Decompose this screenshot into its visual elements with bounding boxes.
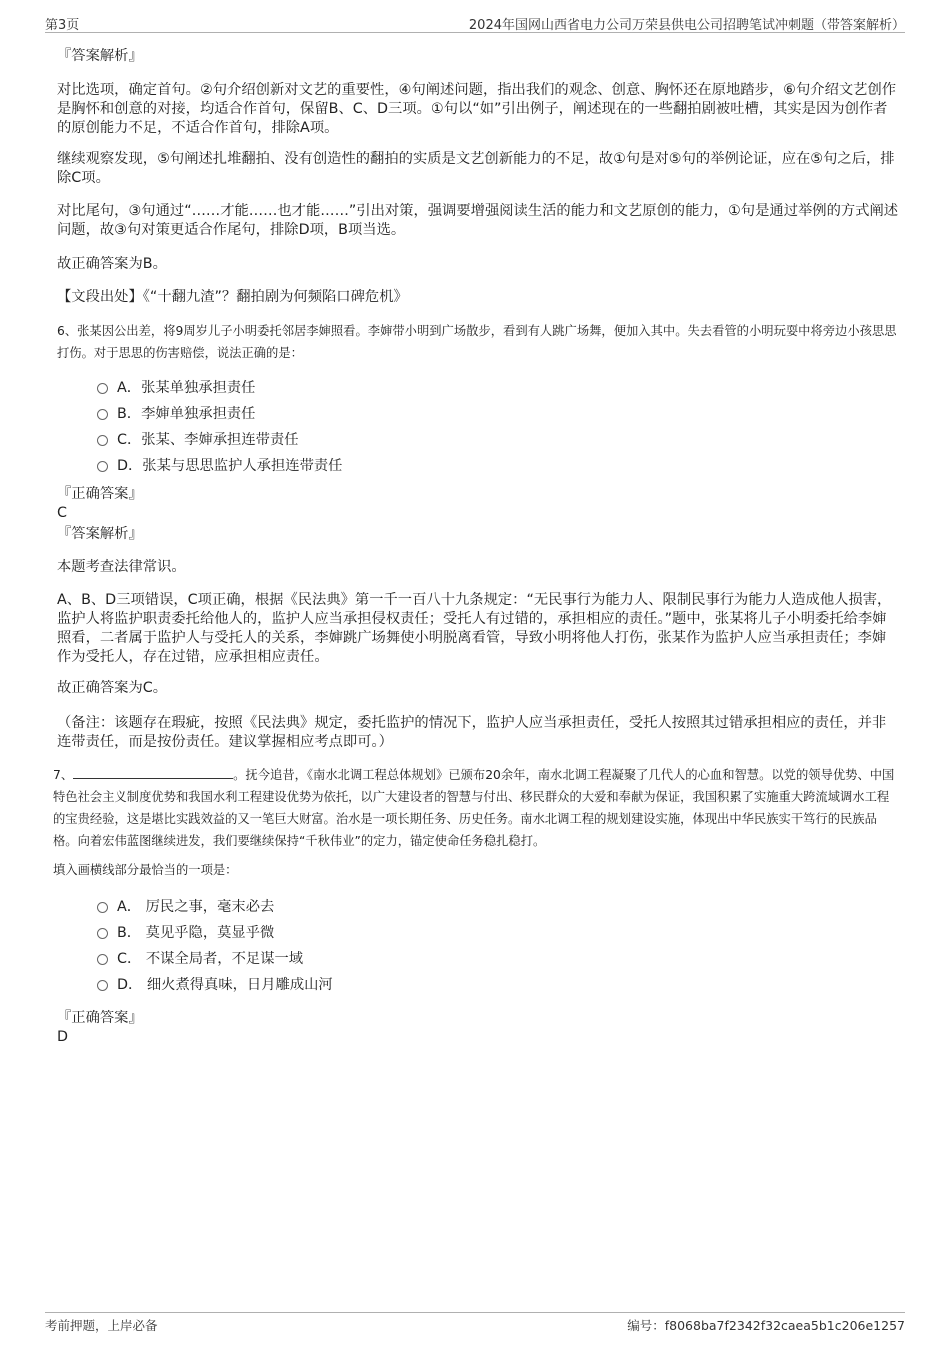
radio-icon[interactable] xyxy=(97,902,108,913)
q7-option-a[interactable]: A． 厉民之事，毫末必去 xyxy=(97,897,274,917)
q5-analysis-p1: 对比选项，确定首句。②句介绍创新对文艺的重要性，④句阐述问题，指出我们的观念、创意、胸怀还在原地踏步，⑥句介绍文艺创作是胸怀和创意的对接，均适合作首句，保留B、C、D三项。①句以“如”引出例子，阐述现在的一些翻拍剧被吐槽，其实是因为创作者的原创能力不足，不适合作首句，排除A项。 xyxy=(57,82,897,136)
q6-note: （备注：该题存在瑕疵，按照《民法典》规定，委托监护的情况下，监护人应当承担责任，受托人按照其过错承担相应的责任，并非连带责任，而是按份责任。建议掌握相应考点即可。） xyxy=(57,715,887,750)
q6-option-b[interactable]: B．李婶单独承担责任 xyxy=(97,404,255,424)
q5-analysis-p3: 对比尾句，③句通过“……才能……也才能……”引出对策，强调要增强阅读生活的能力和文艺原创的能力，①句是通过举例的方式阐述问题，故③句对策更适合作尾句，排除D项，B项当选。 xyxy=(57,203,899,238)
q6-answer-label: 『正确答案』 xyxy=(57,486,143,502)
radio-icon[interactable] xyxy=(97,383,108,394)
q7-stem: 7、 。抚今追昔，《南水北调工程总体规划》已颁布20余年，南水北调工程凝聚了几代人的心血和智慧。以党的领导优势、中国特色社会主义制度优势和我国水利工程建设优势为依托，以广大建设者的智慧与付出、移民群众的大爱和奉献为保证，我国积累了实施重大跨流域调水工程的宝贵经验，这是堪比实践效益的又一笔巨大财富。治水是一项长期任务、历史任务。南水北调工程的规划建设实施，体现出中华民族实干笃行的民族品格。向着宏伟蓝图继续进发，我们要继续保持“千秋伟业”的定力，锚定使命任务稳扎稳打。 xyxy=(53,768,895,848)
q7-prompt: 填入画横线部分最恰当的一项是： xyxy=(53,863,238,877)
q6-stem: 6、张某因公出差，将9周岁儿子小明委托邻居李婶照看。李婶带小明到广场散步，看到有人跳广场舞，便加入其中。失去看管的小明玩耍中将旁边小孩思思打伤。对于思思的伤害赔偿，说法正确的是： xyxy=(57,324,897,360)
radio-icon[interactable] xyxy=(97,980,108,991)
radio-icon[interactable] xyxy=(97,435,108,446)
q6-analysis-p1: 本题考查法律常识。 xyxy=(57,559,186,575)
q5-source: 【文段出处】《“十翻九渣”？翻拍剧为何频陷口碑危机》 xyxy=(57,289,408,305)
q6-analysis-label: 『答案解析』 xyxy=(57,526,143,542)
fill-in-blank xyxy=(73,766,233,779)
q7-answer-label: 『正确答案』 xyxy=(57,1010,143,1026)
q5-analysis-p2: 继续观察发现，⑤句阐述扎堆翻拍、没有创造性的翻拍的实质是文艺创新能力的不足，故①句是对⑤句的举例论证，应在⑤句之后，排除C项。 xyxy=(57,151,895,186)
q6-option-c[interactable]: C．张某、李婶承担连带责任 xyxy=(97,430,299,450)
q5-answer-statement: 故正确答案为B。 xyxy=(57,256,167,272)
page-number: 第3页 xyxy=(45,18,80,33)
q7-option-d[interactable]: D． 细火煮得真味，日月雕成山河 xyxy=(97,975,333,995)
document-title: 2024年国网山西省电力公司万荣县供电公司招聘笔试冲刺题（带答案解析） xyxy=(468,18,905,33)
q6-answer: C xyxy=(57,505,67,521)
q7-option-c[interactable]: C． 不谋全局者，不足谋一域 xyxy=(97,949,303,969)
footer-slogan: 考前押题，上岸必备 xyxy=(45,1318,158,1333)
radio-icon[interactable] xyxy=(97,461,108,472)
q6-option-d[interactable]: D．张某与思思监护人承担连带责任 xyxy=(97,456,342,476)
q6-answer-statement: 故正确答案为C。 xyxy=(57,680,168,696)
q6-option-a[interactable]: A．张某单独承担责任 xyxy=(97,378,255,398)
page-header xyxy=(45,12,905,33)
radio-icon[interactable] xyxy=(97,928,108,939)
document-id: 编号：f8068ba7f2342f32caea5b1c206e1257 xyxy=(627,1318,905,1333)
page-footer xyxy=(45,1312,905,1335)
q6-analysis-p2: A、B、D三项错误，C项正确，根据《民法典》第一千一百八十九条规定：“无民事行为能力人、限制民事行为能力人造成他人损害，监护人将监护职责委托给他人的，监护人应当承担侵权责任；受托人有过错的，承担相应的责任。”题中，张某将儿子小明委托给李婶照看，二者属于监护人与受托人的关系，李婶跳广场舞使小明脱离看管，导致小明将他人打伤，张某作为监护人应当承担责任；李婶作为受托人，存在过错，应承担相应责任。 xyxy=(57,592,892,665)
q5-analysis-label: 『答案解析』 xyxy=(57,48,143,64)
q7-option-b[interactable]: B． 莫见乎隐，莫显乎微 xyxy=(97,923,274,943)
radio-icon[interactable] xyxy=(97,954,108,965)
radio-icon[interactable] xyxy=(97,409,108,420)
q7-answer: D xyxy=(57,1029,69,1045)
